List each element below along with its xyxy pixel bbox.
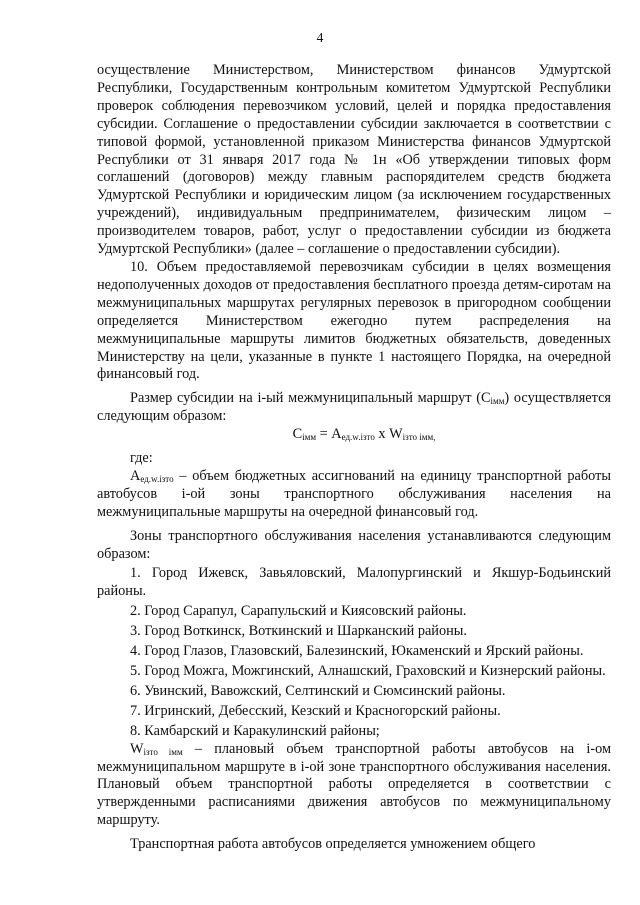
list-item: 2. Город Сарапул, Сарапульский и Киясовский районы. (130, 603, 467, 620)
a-sub: ед.w.iзто (140, 473, 174, 484)
zones-list (97, 565, 611, 740)
list-item: 7. Игринский, Дебесский, Кезский и Красногорский районы. (130, 702, 501, 719)
paragraph-subsidy-size (97, 390, 611, 426)
document-body (97, 62, 611, 854)
formula-w-sub: iзто iмм, (402, 432, 436, 443)
paragraph-a-definition (97, 468, 611, 522)
subsidy-size-end: ) осуществляется следующим образом: (97, 390, 611, 425)
w-sub: iзто iмм (143, 746, 183, 757)
page-number: 4 (316, 30, 324, 45)
paragraph-10: 10. Объем предоставляемой перевозчикам субсидии в целях возмещения недополученных доходов от предоставления бесплатного проезда детям-сиротам на межмуниципальных маршрутах регулярных перевозок в пригородном сообщении определяется Министерством ежегодно путем распределения на межмуниципальные маршруты лимитов бюджетных обязательств, доведенных Министерству на цели, указанные в пункте 1 настоящего Порядка, на очередной финансовый год. (97, 258, 611, 383)
a-desc: – объем бюджетных ассигнований на единицу транспортной работы автобусов i-ой зоны транспортного обслуживания населения на межмуниципальные маршруты на очередной финансовый год. (97, 467, 611, 520)
list-item: 5. Город Можга, Можгинский, Алнашский, Граховский и Кизнерский районы. (130, 663, 606, 679)
formula-eq: = А (316, 426, 342, 443)
w-desc: – плановый объем транспортной работы автобусов на i-ом межмуниципальном маршруте в i-ой зоне транспортного обслуживания населения. Плановый объем транспортной работы определяется в соответствии с утвержденными расписаниями движения автобусов по межмуниципальному маршруту. (97, 740, 611, 829)
formula-c: С (292, 426, 303, 443)
list-item: 1. Город Ижевск, Завьяловский, Малопургинский и Якшур-Бодьинский районы. (97, 565, 611, 600)
w-head: W (130, 740, 144, 757)
where-label: где: (130, 450, 153, 467)
subsidy-size-sub: iмм (490, 396, 505, 407)
formula-x: х W (374, 426, 403, 443)
zones-intro: Зоны транспортного обслуживания населения устанавливаются следующим образом: (97, 527, 611, 562)
formula (97, 426, 611, 444)
paragraph-w-definition (97, 741, 611, 831)
paragraph-transport-work: Транспортная работа автобусов определяется умножением общего (130, 836, 536, 853)
list-item: 4. Город Глазов, Глазовский, Балезинский, Юкаменский и Ярский районы. (130, 643, 584, 660)
paragraph-agreement: осуществление Министерством, Министерством финансов Удмуртской Республики, Государственным контрольным комитетом Удмуртской Республики проверок соблюдения перевозчиком условий, целей и порядка предоставления субсидии. Соглашение о предоставлении субсидии заключается в соответствии с типовой формой, установленной приказом Министерства финансов Удмуртской Республики от 31 января 2017 года № 1н «Об утверждении типовых форм соглашений (договоров) между главным распорядителем средств бюджета Удмуртской Республики и юридическим лицом (за исключением государственных учреждений), индивидуальным предпринимателем, физическим лицом – производителем товаров, работ, услуг о предоставлении субсидии из бюджета Удмуртской Республики» (далее – соглашение о предоставлении субсидии). (97, 62, 611, 258)
formula-c-sub: iмм (302, 432, 317, 443)
list-item: 8. Камбарский и Каракулинский районы; (130, 722, 380, 739)
a-head: А (130, 467, 141, 484)
subsidy-size-text: Размер субсидии на i-ый межмуниципальный маршрут (С (130, 390, 491, 407)
list-item: 6. Увинский, Вавожский, Селтинский и Сюмсинский районы. (130, 682, 506, 699)
formula-a-sub: ед.w.iзто (341, 432, 375, 443)
list-item: 3. Город Воткинск, Воткинский и Шарканский районы. (130, 623, 467, 640)
